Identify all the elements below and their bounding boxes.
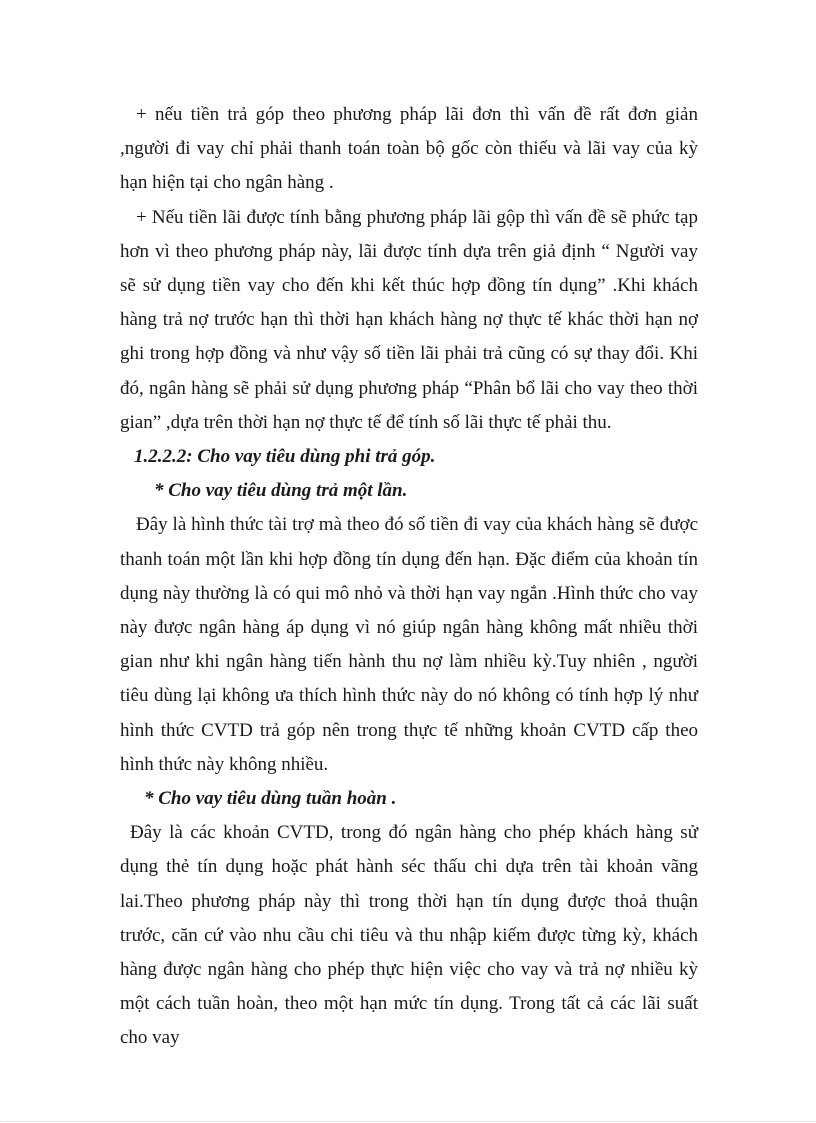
document-body	[120, 98, 698, 1056]
subheading-revolving: * Cho vay tiêu dùng tuần hoàn .	[144, 788, 397, 810]
paragraph-simple-interest: + nếu tiền trả góp theo phương pháp lãi đơn thì vấn đề rất đơn giản ,người đi vay chỉ phải thanh toán toàn bộ gốc còn thiếu và lãi vay của kỳ hạn hiện tại cho ngân hàng .	[120, 104, 698, 194]
paragraph-compound-interest: + Nếu tiền lãi được tính bằng phương pháp lãi gộp thì vấn đề sẽ phức tạp hơn vì theo phương pháp này, lãi được tính dựa trên giả định “ Người vay sẽ sử dụng tiền vay cho đến khi kết thúc hợp đồng tín dụng” .Khi khách hàng trả nợ trước hạn thì thời hạn khách hàng nợ thực tế khác thời hạn nợ ghi trong hợp đồng và như vậy số tiền lãi phải trả cũng có sự thay đổi. Khi đó, ngân hàng sẽ phải sử dụng phương pháp “Phân bổ lãi cho vay theo thời gian” ,dựa trên thời hạn nợ thực tế để tính số lãi thực tế phải thu.	[120, 206, 698, 433]
paragraph-single-payment: Đây là hình thức tài trợ mà theo đó số tiền đi vay của khách hàng sẽ được thanh toán một lần khi hợp đồng tín dụng đến hạn. Đặc điểm của khoản tín dụng này thường là có qui mô nhỏ và thời hạn vay ngắn .Hình thức cho vay này được ngân hàng áp dụng vì nó giúp ngân hàng không mất nhiều thời gian như khi ngân hàng tiến hành thu nợ làm nhiều kỳ.Tuy nhiên , người tiêu dùng lại không ưa thích hình thức này do nó không có tính hợp lý như hình thức CVTD trả góp nên trong thực tế những khoản CVTD cấp theo hình thức này không nhiều.	[120, 514, 698, 775]
section-heading-1-2-2-2: 1.2.2.2: Cho vay tiêu dùng phi trả góp.	[134, 446, 436, 468]
page-bottom-border	[0, 1121, 816, 1122]
paragraph-revolving: Đây là các khoản CVTD, trong đó ngân hàng cho phép khách hàng sử dụng thẻ tín dụng hoặc phát hành séc thấu chi dựa trên tài khoản vãng lai.Theo phương pháp này thì trong thời hạn tín dụng được thoả thuận trước, căn cứ vào nhu cầu chi tiêu và thu nhập kiếm được từng kỳ, khách hàng được ngân hàng cho phép thực hiện việc cho vay và trả nợ nhiều kỳ một cách tuần hoàn, theo một hạn mức tín dụng. Trong tất cả các lãi suất cho vay	[120, 822, 698, 1049]
subheading-single-payment: * Cho vay tiêu dùng trả một lần.	[154, 480, 408, 502]
